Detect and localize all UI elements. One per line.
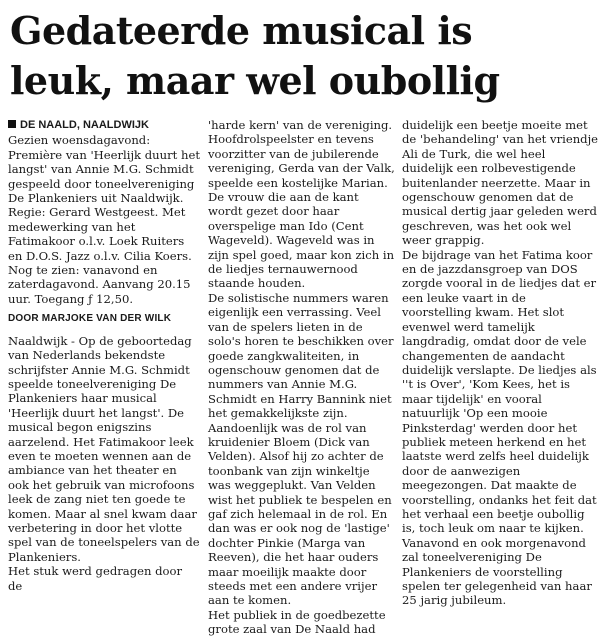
body-paragraph-1: Naaldwijk - Op de geboortedag van Nederlands bekendste schrijfster Annie M.G. Schmidt speelde toneelvereniging De Plankeniers haar musical 'Heerlijk duurt het langst'. De musical begon enigszins aarzelend. Het Fatimakoor leek even te moeten wennen aan de ambiance van het theater en ook het gebruik van microfoons leek de zang niet ten goede te komen. Maar al snel kwam daar verbetering in door het vlotte spel van de toneelspelers van de Plankeniers. [8, 333, 200, 564]
headline-line-2: leuk, maar wel oubollig [10, 58, 500, 103]
byline: DOOR MARJOKE VAN DER WILK [8, 313, 172, 325]
body-paragraph-7: De bijdrage van het Fatima koor en de jazzdansgroep van DOS zorgde vooral in de liedjes dat er een leuke vaart in de voorstelling kwam. Het slot evenwel werd tamelijk langdradig, omdat door de vele changementen de aandacht duidelijk verslapte. De liedjes als ''t is Over', 'Kom Kees, het is maar tijdelijk' en vooral natuurlijk 'Op een mooie Pinksterdag' werden door het publiek meteen herkend en het laatste werd zelfs heel duidelijk door de aanwezigen meegezongen. Dat maakte de voorstelling, ondanks het feit dat het verhaal een beetje oubollig is, toch leuk om naar te kijken. [402, 247, 597, 536]
body-paragraph-8: Vanavond en ook morgenavond zal toneelvereniging De Plankeniers de voorstelling spelen ter gelegenheid van haar 25 jarig jubileum. [402, 535, 592, 608]
info-block: Gezien woensdagavond: Première van 'Heerlijk duurt het langst' van Annie M.G. Schmidt gespeeld door toneelvereniging De Plankeniers uit Naaldwijk. Regie: Gerard Westgeest. Met medewerking van het Fatimakoor o.l.v. Loek Ruiters en D.O.S. Jazz o.l.v. Cilia Koers. Nog te zien: vanavond en zaterdagavond. Aanvang 20.15 uur. Toegang ƒ 12,50. [8, 133, 200, 306]
body-paragraph-2: Het stuk werd gedragen door de [8, 564, 183, 593]
body-paragraph-3: 'harde kern' van de vereniging. Hoofdrolspeelster en tevens voorzitter van de jubilerende vereniging, Gerda van der Valk, speelde een kostelijke Marian. De vrouw die aan de kant wordt gezet door haar overspelige man Ido (Cent Wageveld). Wageveld was in zijn spel goed, maar kon zich in de liedjes ternauwernood staande houden. [208, 118, 395, 291]
body-paragraph-4: De solistische nummers waren eigenlijk een verrassing. Veel van de spelers lieten in de solo's horen te beschikken over goede zangkwaliteiten, in ogenschouw genomen dat de nummers van Annie M.G. Schmidt en Harry Bannink niet het gemakkelijkste zijn. Aandoenlijk was de rol van kruidenier Bloem (Dick van Velden). Alsof hij zo achter de toonbank van zijn winkeltje was weggeplukt. Van Velden wist het publiek te bespelen en gaf zich helemaal in de rol. En dan was er ook nog de 'lastige' dochter Pinkie (Marga van Reeven), die het haar ouders maar moeilijk maakte door steeds met een andere vrijer aan te komen. [208, 290, 394, 608]
bullet-square-icon [8, 120, 16, 128]
body-paragraph-6: duidelijk een beetje moeite met de 'behandeling' van het vriendje Ali de Turk, die wel heel duidelijk een rolbevestigende buitenlander neerzette. Maar in ogenschouw genomen dat de musical dertig jaar geleden werd geschreven, was het ook wel weer grappig. [402, 118, 599, 248]
dateline [8, 118, 200, 132]
column-2 [208, 118, 395, 637]
column-1 [8, 118, 200, 616]
headline-line-1: Gedateerde musical is [10, 8, 473, 53]
dateline-text: DE NAALD, NAALDWIJK [20, 119, 149, 131]
column-3 [402, 118, 599, 616]
headline [10, 6, 600, 106]
body-paragraph-5: Het publiek in de goedbezette grote zaal van De Naald had [208, 607, 386, 637]
